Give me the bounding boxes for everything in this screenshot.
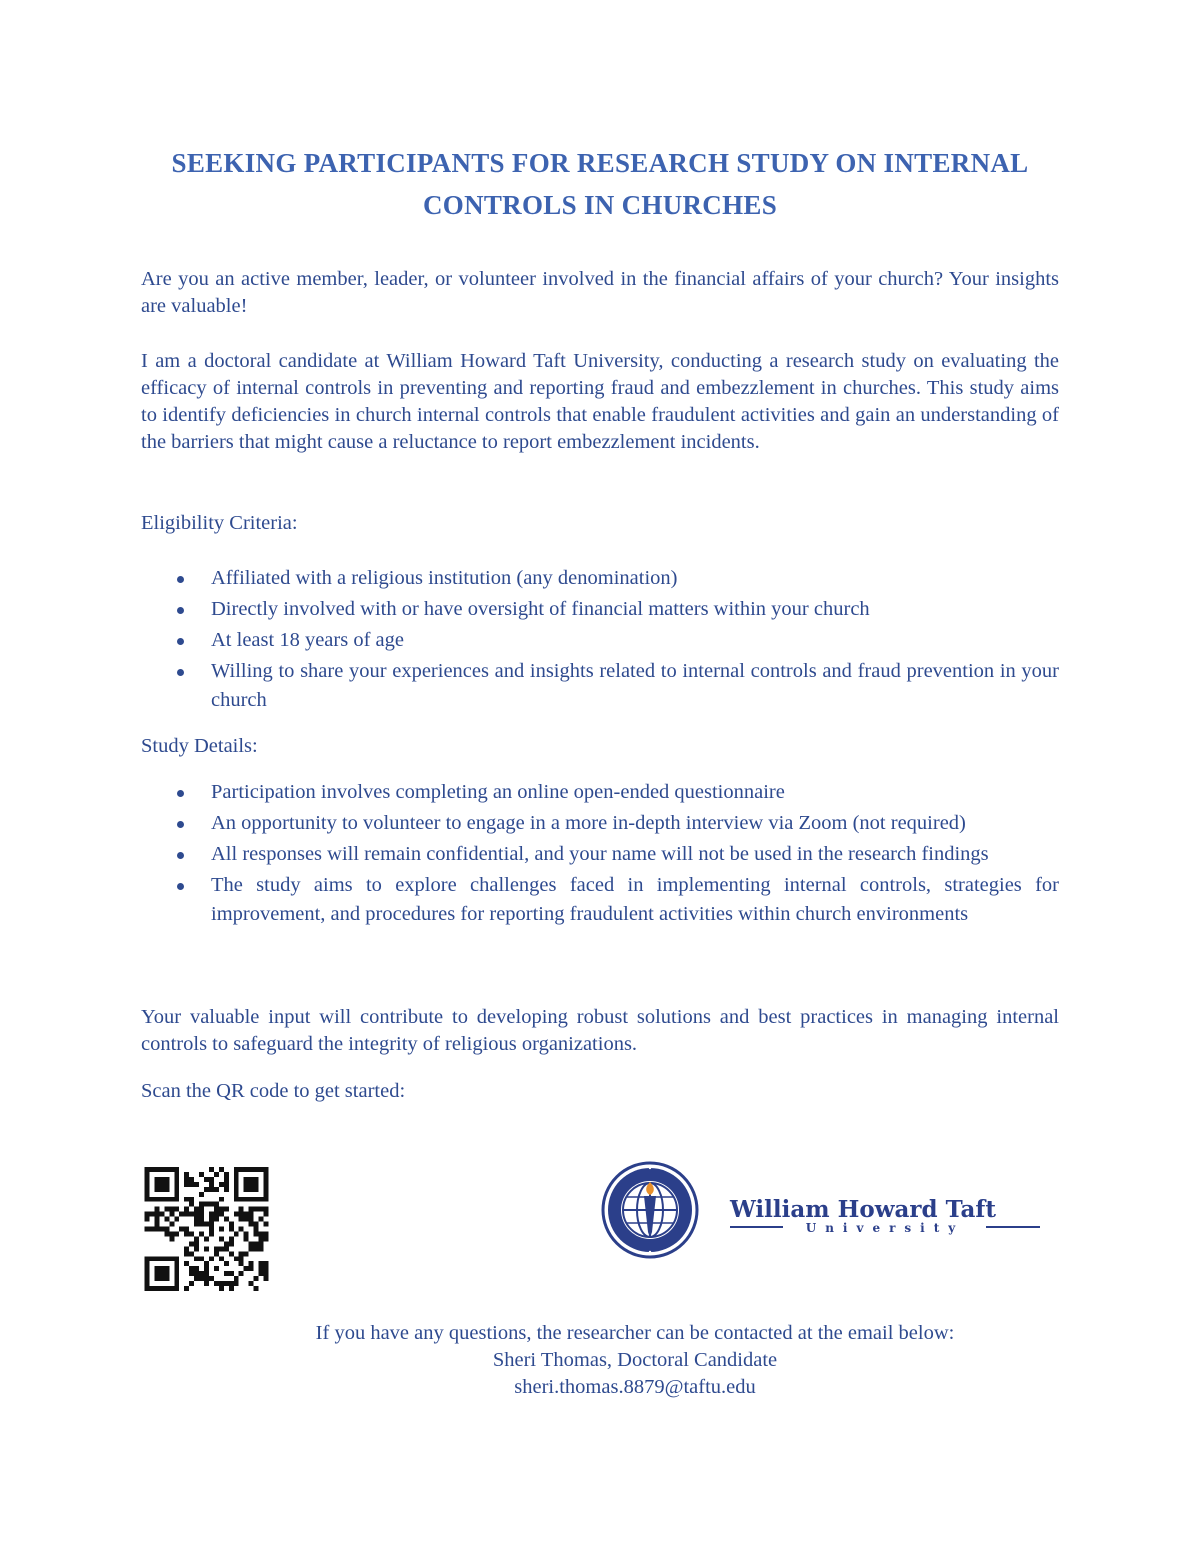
- bullet-icon: [177, 576, 184, 583]
- list-item: All responses will remain confidential, and your name will not be used in the research findings: [141, 840, 1059, 869]
- contact-intro: If you have any questions, the researcher can be contacted at the email below:: [315, 1322, 955, 1344]
- bullet-icon: [177, 669, 184, 676]
- contact-block: [100, 1320, 1170, 1401]
- bullet-icon: [177, 607, 184, 614]
- contact-email[interactable]: sheri.thomas.8879@taftu.edu: [514, 1376, 756, 1398]
- about-paragraph: I am a doctoral candidate at William Howard Taft University, conducting a research study on evaluating the efficacy of internal controls in preventing and reporting fraud and embezzlement in churches. This study aims to identify deficiencies in church internal controls that enable fraudulent activities and gain an understanding of the barriers that might cause a reluctance to report embezzlement incidents.: [141, 350, 1059, 453]
- intro-paragraph: Are you an active member, leader, or volunteer involved in the financial affairs of your church? Your insights are valuable!: [141, 268, 1059, 317]
- list-item: The study aims to explore challenges faced in implementing internal controls, strategies for improvement, and procedures for reporting fraudulent activities within church environments: [141, 871, 1059, 929]
- list-item: Participation involves completing an online open-ended questionnaire: [141, 778, 1059, 807]
- bullet-icon: [177, 852, 184, 859]
- eligibility-heading: Eligibility Criteria:: [141, 512, 298, 534]
- list-item: At least 18 years of age: [141, 626, 1059, 655]
- list-item: Willing to share your experiences and insights related to internal controls and fraud prevention in your church: [141, 657, 1059, 715]
- study-list: [141, 778, 1059, 931]
- closing-paragraph: Your valuable input will contribute to developing robust solutions and best practices in managing internal controls to safeguard the integrity of religious organizations.: [141, 1006, 1059, 1055]
- logo-name: William Howard Taft: [730, 1196, 996, 1223]
- logo-sub: University: [805, 1221, 965, 1235]
- bullet-icon: [177, 821, 184, 828]
- bullet-icon: [177, 883, 184, 890]
- eligibility-list: [141, 564, 1059, 717]
- bullet-icon: [177, 790, 184, 797]
- study-heading: Study Details:: [141, 735, 258, 757]
- university-seal-icon: [603, 1163, 697, 1257]
- page-title: SEEKING PARTICIPANTS FOR RESEARCH STUDY ON INTERNAL CONTROLS IN CHURCHES: [171, 148, 1029, 220]
- university-logo: [578, 1160, 1048, 1260]
- list-item: Directly involved with or have oversight of financial matters within your church: [141, 595, 1059, 624]
- list-item: Affiliated with a religious institution (any denomination): [141, 564, 1059, 593]
- qr-prompt: Scan the QR code to get started:: [141, 1080, 406, 1102]
- bullet-icon: [177, 638, 184, 645]
- contact-name: Sheri Thomas, Doctoral Candidate: [492, 1349, 778, 1371]
- list-item: An opportunity to volunteer to engage in a more in-depth interview via Zoom (not required): [141, 809, 1059, 838]
- qr-code-icon[interactable]: [140, 1167, 273, 1291]
